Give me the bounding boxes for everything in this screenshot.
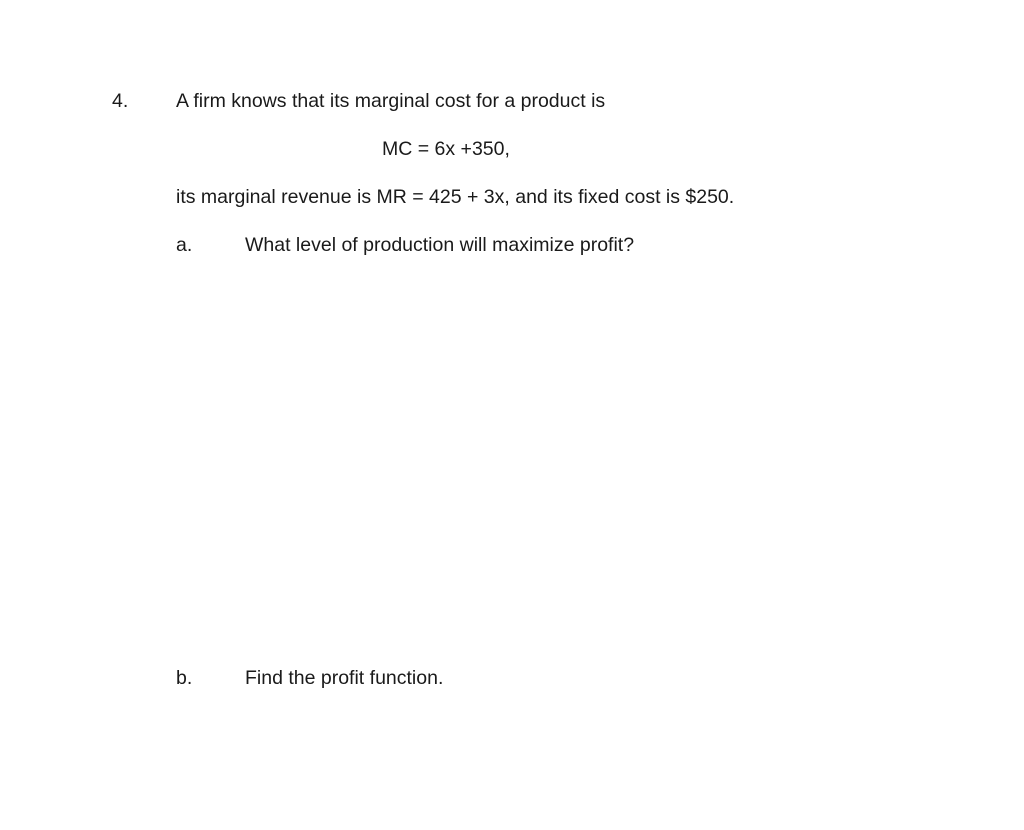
marginal-cost-equation: MC = 6x +350, — [382, 138, 510, 160]
part-a-text: What level of production will maximize profit? — [245, 234, 635, 256]
part-a-label: a. — [176, 234, 193, 256]
question-number: 4. — [112, 90, 129, 112]
part-b-label: b. — [176, 667, 193, 689]
question-continuation: its marginal revenue is MR = 425 + 3x, and its fixed cost is $250. — [176, 186, 735, 208]
part-b-answer-space[interactable] — [176, 700, 956, 820]
part-b-text: Find the profit function. — [245, 667, 444, 689]
part-a-answer-space[interactable] — [176, 268, 956, 653]
question-intro: A firm knows that its marginal cost for a product is — [176, 90, 606, 112]
